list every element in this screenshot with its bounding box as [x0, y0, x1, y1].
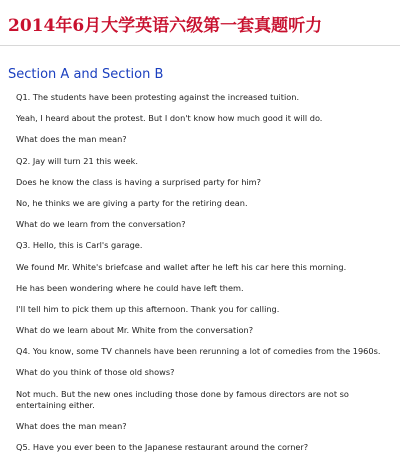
transcript-line: Q5. Have you ever been to the Japanese restaurant around the corner? — [16, 442, 309, 452]
transcript-line: Yeah, I heard about the protest. But I don't know how much good it will do. — [16, 113, 323, 124]
transcript-line: What does the man mean? — [16, 134, 127, 145]
transcript-line: Does he know the class is having a surprised party for him? — [16, 176, 261, 187]
transcript-line: We found Mr. White's briefcase and wallet after he left his car here this morning. — [16, 261, 347, 272]
transcript-line: Q3. Hello, this is Carl's garage. — [16, 240, 143, 251]
transcript-line: Q4. You know, some TV channels have been rerunning a lot of comedies from the 1960s. — [16, 346, 381, 357]
page-title: 2014年6月大学英语六级第一套真题听力 — [8, 16, 323, 36]
transcript-line: What do we learn from the conversation? — [16, 219, 186, 230]
transcript-line: No, he thinks we are giving a party for the retiring dean. — [16, 197, 248, 208]
transcript-line: What do you think of those old shows? — [16, 367, 175, 378]
section-heading: Section A and Section B — [8, 67, 164, 82]
transcript-line: Not much. But the new ones including those done by famous directors are not so entertaining either. — [16, 388, 349, 410]
transcript-lines — [8, 92, 392, 453]
transcript-line: He has been wondering where he could have left them. — [16, 282, 244, 293]
transcript-line: I'll tell him to pick them up this afternoon. Thank you for calling. — [16, 303, 280, 314]
transcript-line: Q1. The students have been protesting against the increased tuition. — [16, 92, 300, 102]
transcript-line: What does the man mean? — [16, 420, 127, 431]
transcript-line: What do we learn about Mr. White from the conversation? — [16, 325, 254, 336]
transcript-line: Q2. Jay will turn 21 this week. — [16, 155, 138, 166]
